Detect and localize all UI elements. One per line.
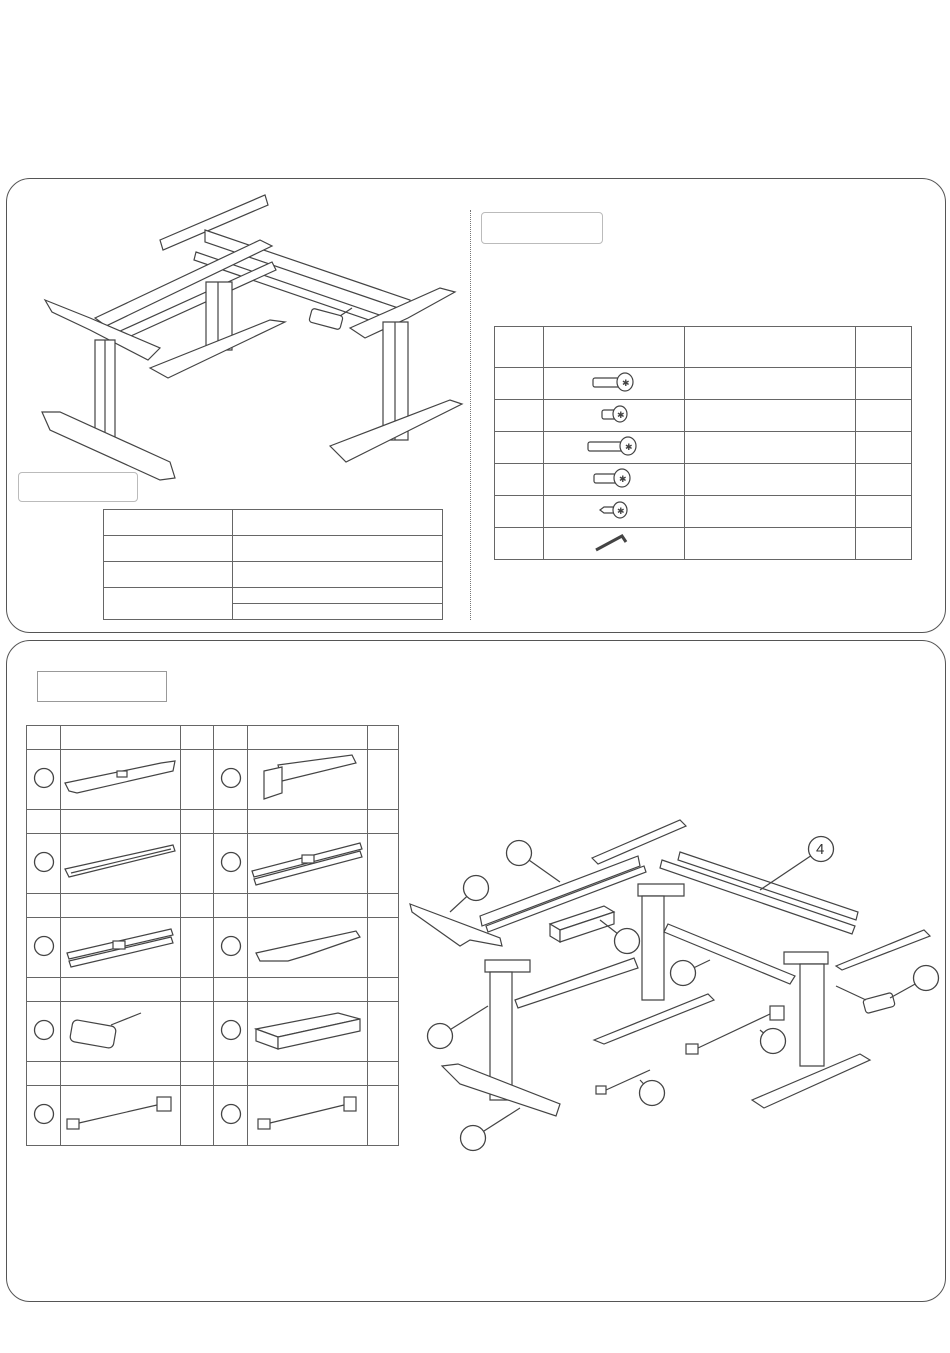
callout-circle — [428, 1024, 453, 1049]
callout-number: 4 — [816, 841, 825, 858]
svg-text:✱: ✱ — [617, 410, 625, 420]
callout-circle — [761, 1029, 786, 1054]
svg-text:✱: ✱ — [617, 506, 625, 516]
callout-circle — [461, 1126, 486, 1151]
svg-text:✱: ✱ — [619, 474, 627, 484]
svg-text:✱: ✱ — [622, 378, 630, 388]
svg-text:✱: ✱ — [625, 442, 633, 452]
callout-circle — [615, 929, 640, 954]
callout-circle — [464, 876, 489, 901]
callout-circle — [507, 841, 532, 866]
callout-circle — [914, 966, 939, 991]
callout-circle — [640, 1081, 665, 1106]
callout-circle — [671, 961, 696, 986]
